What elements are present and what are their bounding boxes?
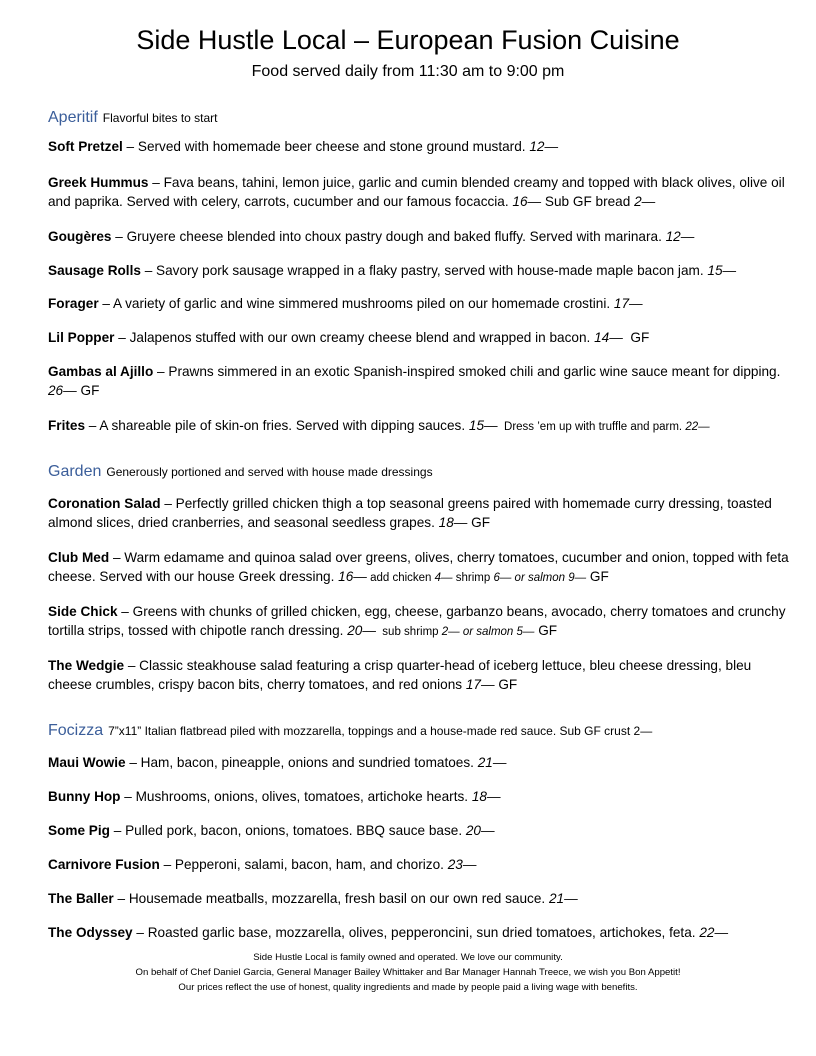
item-addon-price: 6— or salmon 9— <box>493 572 587 584</box>
item-price: 20— <box>465 823 495 838</box>
item-price: 14— <box>594 330 623 345</box>
footer-line: On behalf of Chef Daniel Garcia, General Manager Bailey Whittaker and Bar Manager Hannah Treece, we wish you Bon Appetit! <box>135 967 681 978</box>
item-name: Side Chick <box>48 604 118 619</box>
menu-item <box>48 261 798 280</box>
item-desc: – Savory pork sausage wrapped in a flaky pastry, served with house-made maple bacon jam. <box>140 263 708 278</box>
menu-item <box>48 137 798 156</box>
menu-item <box>48 227 798 246</box>
item-name: Carnivore Fusion <box>48 857 160 872</box>
item-name: Gougères <box>48 229 112 244</box>
item-name: Greek Hummus <box>48 175 149 190</box>
footer <box>0 950 816 995</box>
menu-item <box>48 362 798 400</box>
item-name: Some Pig <box>48 823 110 838</box>
menu-item <box>48 821 798 840</box>
section-tagline: Generously portioned and served with house made dressings <box>106 465 433 479</box>
menu-item <box>48 548 798 588</box>
item-desc: – Pulled pork, bacon, onions, tomatoes. BBQ sauce base. <box>109 823 466 838</box>
item-name: The Baller <box>48 891 114 906</box>
item-price: 18— <box>471 789 501 804</box>
item-note: Dress ’em up with truffle and parm. <box>497 421 686 433</box>
item-desc: – Mushrooms, onions, olives, tomatoes, artichoke hearts. <box>120 789 472 804</box>
item-extra: GF <box>586 569 609 584</box>
menu-item <box>48 416 798 437</box>
item-name: The Wedgie <box>48 658 125 673</box>
item-desc: – Prawns simmered in an exotic Spanish-inspired smoked chili and garlic wine sauce meant for dipping. <box>153 364 781 379</box>
item-extra: GF <box>76 383 100 398</box>
item-price: 16— <box>512 194 542 209</box>
item-desc: – Fava beans, tahini, lemon juice, garlic and cumin blended creamy and topped with black olives, olive oil and paprika. Served with celery, carrots, cucumber and our famous focaccia. <box>48 175 785 209</box>
item-extra: GF <box>467 515 491 530</box>
item-addons: shrimp <box>452 572 494 584</box>
section-garden <box>48 462 433 482</box>
item-price: 23— <box>447 857 477 872</box>
item-desc: – Perfectly grilled chicken thigh a top seasonal greens paired with homemade curry dressing, toasted almond slices, dried cranberries, and seasonal seedless grapes. <box>48 496 772 530</box>
item-extra: GF <box>534 623 558 638</box>
item-desc: – Housemade meatballs, mozzarella, fresh basil on our own red sauce. <box>113 891 549 906</box>
item-price: 21— <box>477 755 507 770</box>
section-tagline: 7”x11” Italian flatbread piled with mozzarella, toppings and a house-made red sauce. Sub GF crust 2— <box>108 724 653 738</box>
item-addons: sub shrimp <box>375 626 442 638</box>
item-desc: – A variety of garlic and wine simmered mushrooms piled on our homemade crostini. <box>98 296 614 311</box>
item-name: The Odyssey <box>48 925 133 940</box>
item-extra: GF <box>622 330 650 345</box>
menu-item <box>48 753 798 772</box>
menu-item <box>48 494 798 532</box>
item-desc: – Served with homemade beer cheese and stone ground mustard. <box>122 139 530 154</box>
item-price: 16— <box>338 569 367 584</box>
item-price: 22— <box>699 925 729 940</box>
item-price: 20— <box>347 623 376 638</box>
item-name: Bunny Hop <box>48 789 121 804</box>
page-title: Side Hustle Local – European Fusion Cuisine <box>136 25 680 55</box>
menu-item <box>48 173 798 211</box>
menu-item <box>48 787 798 806</box>
item-name: Lil Popper <box>48 330 115 345</box>
item-price: 15— <box>707 263 737 278</box>
item-desc: – Roasted garlic base, mozzarella, olives, pepperoncini, sun dried tomatoes, artichokes, feta. <box>132 925 700 940</box>
item-desc: – Classic steakhouse salad featuring a crisp quarter-head of iceberg lettuce, bleu cheese dressing, bleu cheese crumbles, crispy bacon bits, cherry tomatoes, and red onions <box>48 658 752 692</box>
footer-line: Our prices reflect the use of honest, quality ingredients and made by people paid a living wage with benefits. <box>178 982 638 993</box>
section-title: Garden <box>48 463 102 480</box>
item-desc: – Ham, bacon, pineapple, onions and sundried tomatoes. <box>125 755 478 770</box>
menu-item <box>48 294 798 313</box>
item-addon-price: 2— or salmon 5— <box>441 626 535 638</box>
item-addon-price: 4— <box>434 572 453 584</box>
footer-line: Side Hustle Local is family owned and operated. We love our community. <box>253 952 563 963</box>
item-name: Forager <box>48 296 99 311</box>
item-price: 17— <box>613 296 643 311</box>
hours-subtitle: Food served daily from 11:30 am to 9:00 pm <box>251 63 565 80</box>
section-focizza <box>48 721 652 741</box>
item-desc: – Gruyere cheese blended into choux pastry dough and baked fluffy. Served with marinara. <box>111 229 666 244</box>
section-title: Focizza <box>48 722 104 739</box>
menu-item <box>48 602 798 642</box>
item-price: 15— <box>468 418 498 433</box>
item-note-price: 22— <box>685 421 710 433</box>
item-price: 21— <box>548 891 578 906</box>
menu-item <box>48 855 798 874</box>
item-desc: – Warm edamame and quinoa salad over greens, olives, cherry tomatoes, cucumber and onion, topped with feta cheese. Served with our house Greek dressing. <box>48 550 789 584</box>
menu-item <box>48 656 798 694</box>
item-desc: – A shareable pile of skin-on fries. Served with dipping sauces. <box>85 418 469 433</box>
item-name: Maui Wowie <box>48 755 126 770</box>
item-name: Frites <box>48 418 86 433</box>
item-price: 12— <box>665 229 695 244</box>
section-aperitif <box>48 108 218 128</box>
menu-item <box>48 923 798 942</box>
item-price: 17— <box>465 677 495 692</box>
section-title: Aperitif <box>48 109 98 126</box>
item-desc: – Pepperoni, salami, bacon, ham, and chorizo. <box>159 857 448 872</box>
item-desc: – Greens with chunks of grilled chicken, egg, cheese, garbanzo beans, avocado, cherry tomatoes and crunchy tortilla strips, tossed with chipotle ranch dressing. <box>48 604 786 638</box>
item-extra: GF <box>494 677 518 692</box>
item-price: 26— <box>48 383 77 398</box>
item-name: Sausage Rolls <box>48 263 141 278</box>
item-extra: Sub GF bread <box>541 194 635 209</box>
section-tagline: Flavorful bites to start <box>102 111 218 125</box>
item-desc: – Jalapenos stuffed with our own creamy cheese blend and wrapped in bacon. <box>114 330 595 345</box>
item-name: Coronation Salad <box>48 496 161 511</box>
item-addons: add chicken <box>366 572 435 584</box>
item-extra-price: 2— <box>634 194 656 209</box>
item-price: 18— <box>438 515 468 530</box>
item-price: 12— <box>529 139 559 154</box>
item-name: Club Med <box>48 550 110 565</box>
menu-item <box>48 889 798 908</box>
item-name: Gambas al Ajillo <box>48 364 154 379</box>
menu-item <box>48 328 798 347</box>
item-name: Soft Pretzel <box>48 139 123 154</box>
